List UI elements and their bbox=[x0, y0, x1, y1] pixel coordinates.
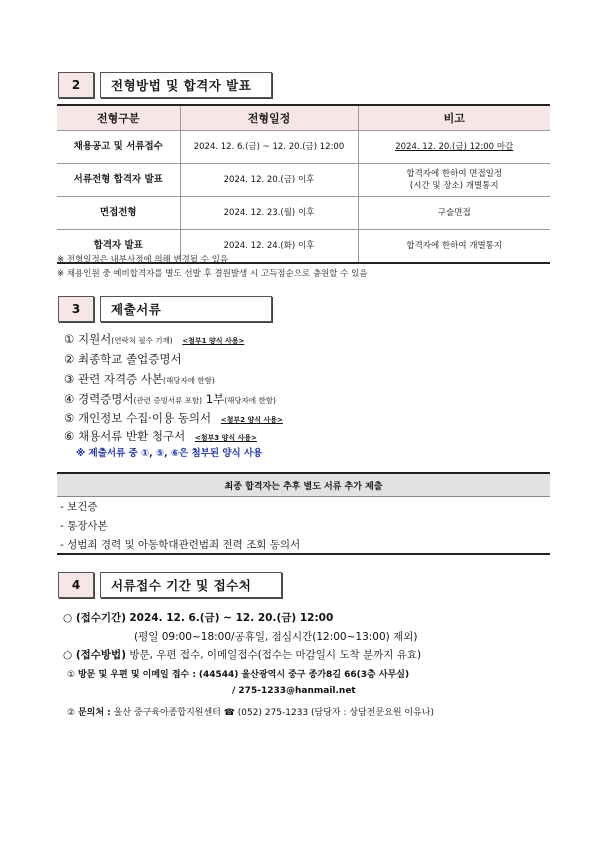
address-label: 방문 및 우편 및 이메일 접수 : bbox=[77, 670, 196, 680]
item-number: ⑥ bbox=[64, 429, 75, 443]
table-header-row bbox=[57, 105, 550, 131]
schedule-note: ※ 채용인원 중 예비합격자를 별도 선발 후 결원발생 시 고득점순으로 충원할 수 있음 bbox=[57, 269, 368, 279]
schedule-cell: 2024. 12. 6.(금) ~ 12. 20.(금) 12:00 bbox=[180, 131, 358, 164]
note-cell bbox=[358, 131, 550, 164]
item-main: 채용서류 반환 청구서 bbox=[77, 429, 186, 443]
reception-period bbox=[63, 610, 333, 625]
address-value: (44544) 울산광역시 중구 종가8길 66(3층 사무실) bbox=[198, 670, 410, 680]
divider bbox=[57, 553, 550, 555]
section-number: 3 bbox=[58, 296, 94, 322]
stage-cell: 서류전형 합격자 발표 bbox=[57, 164, 180, 197]
note-cell bbox=[358, 164, 550, 197]
schedule-note: ※ 전형일정은 내부사정에 의해 변경될 수 있음 bbox=[57, 255, 229, 265]
schedule-cell: 2024. 12. 24.(화) 이후 bbox=[180, 230, 358, 264]
section-number: 2 bbox=[58, 72, 94, 98]
section-title: 제출서류 bbox=[100, 296, 272, 322]
note-cell: 합격자에 한하여 개별통지 bbox=[358, 230, 550, 264]
item-main: 경력증명서 bbox=[77, 392, 134, 406]
item-number: ① bbox=[64, 332, 75, 346]
note-cell: 구술면접 bbox=[358, 197, 550, 230]
note-line: (시간 및 장소) 개별통지 bbox=[409, 181, 499, 191]
item-count: 1부 bbox=[202, 392, 225, 406]
column-header: 전형일정 bbox=[180, 105, 358, 131]
contact-info bbox=[67, 705, 434, 718]
section-4-header bbox=[58, 572, 282, 598]
item-main: 최종학교 졸업증명서 bbox=[77, 352, 182, 366]
item-number: ⑤ bbox=[64, 411, 75, 425]
item-detail: (연락처 필수 기재) bbox=[111, 336, 173, 345]
extra-document-item: - 보건증 bbox=[60, 501, 98, 513]
reception-address bbox=[67, 667, 409, 680]
item-main: 지원서 bbox=[77, 332, 112, 346]
reception-email: / 275-1233@hanmail.net bbox=[232, 686, 356, 696]
stage-cell: 면접전형 bbox=[57, 197, 180, 230]
table-row bbox=[57, 197, 550, 230]
document-item bbox=[64, 351, 182, 367]
period-value: 2024. 12. 6.(금) ~ 12. 20.(금) 12:00 bbox=[129, 612, 334, 624]
item-number: ② bbox=[67, 708, 76, 718]
section-title: 서류접수 기간 및 접수처 bbox=[100, 572, 282, 598]
reception-hours: (평일 09:00~18:00/공휴일, 점심시간(12:00~13:00) 제외) bbox=[134, 631, 418, 643]
document-item bbox=[64, 410, 283, 426]
attachment-tag: <첨부3 양식 사용> bbox=[194, 434, 257, 442]
item-number: ① bbox=[67, 670, 76, 680]
document-item bbox=[64, 391, 276, 407]
attachment-tag: <첨부2 양식 사용> bbox=[220, 416, 283, 424]
extra-documents-box: 최종 합격자는 추후 별도 서류 추가 제출 bbox=[57, 472, 550, 497]
schedule-table bbox=[57, 104, 550, 264]
item-main: 개인정보 수집·이용 동의서 bbox=[77, 411, 212, 425]
method-label: ○ (접수방법) bbox=[63, 649, 126, 661]
document-item bbox=[64, 331, 244, 347]
period-label: ○ (접수기간) bbox=[63, 612, 126, 624]
item-number: ④ bbox=[64, 392, 75, 406]
item-number: ③ bbox=[64, 372, 75, 386]
column-header: 비고 bbox=[358, 105, 550, 131]
schedule-cell: 2024. 12. 23.(월) 이후 bbox=[180, 197, 358, 230]
attachment-tag: <첨부1 양식 사용> bbox=[182, 337, 245, 345]
item-detail: (해당자에 한함) bbox=[224, 396, 276, 405]
contact-value: 울산 중구육아종합지원센터 ☎ (052) 275-1233 (담당자 : 상담전문요원 이유나) bbox=[113, 708, 434, 718]
item-detail: (관련 증빙서류 포함) bbox=[133, 396, 203, 405]
extra-document-item: - 통장사본 bbox=[60, 520, 108, 532]
section-3-header bbox=[58, 296, 272, 322]
schedule-cell: 2024. 12. 20.(금) 이후 bbox=[180, 164, 358, 197]
document-item bbox=[64, 371, 215, 387]
method-value: 방문, 우편 접수, 이메일접수(접수는 마감일시 도착 분까지 유효) bbox=[129, 649, 422, 661]
document-item bbox=[64, 428, 257, 444]
item-number: ② bbox=[64, 352, 75, 366]
section-number: 4 bbox=[58, 572, 94, 598]
form-usage-note: ※ 제출서류 중 ①, ⑤, ⑥은 첨부된 양식 사용 bbox=[76, 448, 263, 459]
column-header: 전형구분 bbox=[57, 105, 180, 131]
stage-cell: 합격자 발표 bbox=[57, 230, 180, 264]
stage-cell: 채용공고 및 서류접수 bbox=[57, 131, 180, 164]
item-detail: (해당자에 한함) bbox=[163, 376, 215, 385]
reception-method bbox=[63, 647, 421, 662]
table-row bbox=[57, 131, 550, 164]
contact-label: 문의처 : bbox=[77, 708, 111, 718]
item-main: 관련 자격증 사본 bbox=[77, 372, 164, 386]
extra-document-item: - 성범죄 경력 및 아동학대관련범죄 전력 조회 동의서 bbox=[60, 539, 301, 551]
note-line: 합격자에 한하여 면접일정 bbox=[406, 169, 503, 179]
deadline-text: 2024. 12. 20.(금) 12:00 마감 bbox=[395, 142, 514, 152]
table-row bbox=[57, 164, 550, 197]
section-title: 전형방법 및 합격자 발표 bbox=[100, 72, 272, 98]
section-2-header bbox=[58, 72, 272, 98]
